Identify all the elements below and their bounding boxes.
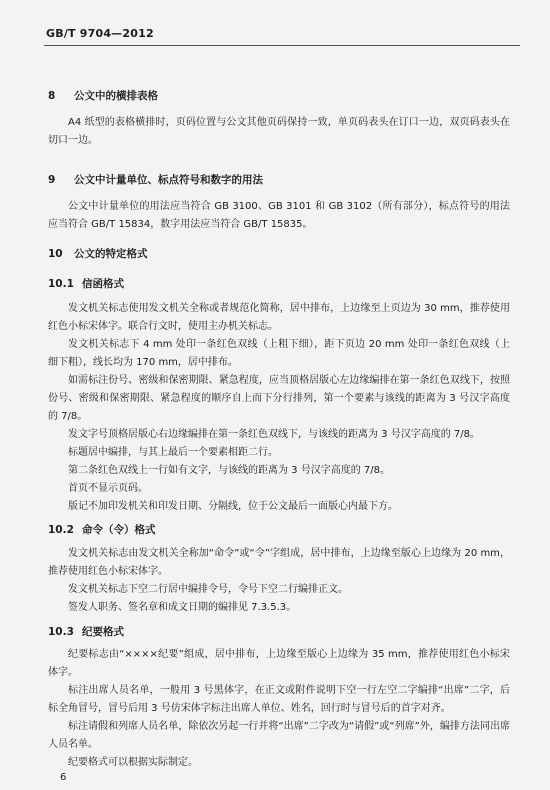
section-8-heading	[48, 88, 158, 103]
section-10-3-paragraph-1: 纪要标志由“××××纪要”组成，居中排布，上边缘至版心上边缘为 35 mm，推荐使用红色小标宋体字。	[48, 649, 510, 678]
section-10-1-paragraph-6: 第二条红色双线上一行如有文字，与该线的距离为 3 号汉字高度的 7/8。	[68, 465, 390, 476]
section-8-paragraph: A4 纸型的表格横排时，页码位置与公文其他页码保持一致，单页码表头在订口一边，双页码表头在切口一边。	[48, 117, 510, 146]
section-10-1-paragraph-2: 发文机关标志下 4 mm 处印一条红色双线（上粗下细），距下页边 20 mm 处印一条红色双线（上细下粗），线长均为 170 mm，居中排布。	[48, 339, 510, 368]
standard-code-header: GB/T 9704—2012	[46, 27, 154, 40]
section-10-3-heading	[48, 624, 124, 639]
section-title: 公文中的横排表格	[74, 90, 158, 102]
section-number: 10.2	[48, 524, 74, 536]
section-number: 10	[48, 248, 63, 260]
section-10-1-paragraph-8: 版记不加印发机关和印发日期、分隔线，位于公文最后一面版心内最下方。	[68, 501, 398, 512]
section-title: 信函格式	[82, 278, 124, 290]
header-rule	[44, 45, 520, 46]
section-10-3-paragraph-4: 纪要格式可以根据实际制定。	[68, 757, 198, 768]
section-10-1-paragraph-1: 发文机关标志使用发文机关全称或者规范化简称，居中排布，上边缘至上页边为 30 mm，推荐使用红色小标宋体字。联合行文时，使用主办机关标志。	[48, 303, 510, 332]
section-10-heading	[48, 246, 148, 261]
section-10-1-paragraph-4: 发文字号顶格居版心右边缘编排在第一条红色双线下，与该线的距离为 3 号汉字高度的 7/8。	[68, 429, 480, 440]
section-title: 命令（令）格式	[82, 524, 156, 536]
section-10-3-paragraph-2: 标注出席人员名单，一般用 3 号黑体字，在正文或附件说明下空一行左空二字编排“出席”二字，后标全角冒号，冒号后用 3 号仿宋体字标注出席人单位、姓名，回行时与冒号后的首字对齐。	[48, 685, 510, 714]
section-number: 10.1	[48, 278, 74, 290]
section-10-2-paragraph-2: 发文机关标志下空二行居中编排令号，令号下空二行编排正文。	[68, 584, 348, 595]
section-title: 公文中计量单位、标点符号和数字的用法	[74, 174, 263, 186]
section-10-1-paragraph-3: 如需标注份号、密级和保密期限、紧急程度，应当顶格居版心左边缘编排在第一条红色双线下，按照份号、密级和保密期限、紧急程度的顺序自上而下分行排列，第一个要素与该线的距离为 3 号汉字高度的 7/8。	[48, 375, 510, 422]
section-number: 10.3	[48, 626, 74, 638]
section-10-2-heading	[48, 522, 156, 537]
section-10-2-paragraph-1: 发文机关标志由发文机关全称加“命令”或“令”字组成，居中排布，上边缘至版心上边缘为 20 mm，推荐使用红色小标宋体字。	[48, 548, 510, 577]
section-title: 公文的特定格式	[74, 248, 148, 260]
page-number: 6	[60, 772, 67, 783]
section-10-3-paragraph-3: 标注请假和列席人员名单，除依次另起一行并将“出席”二字改为“请假”或“列席”外，编排方法同出席人员名单。	[48, 721, 510, 750]
section-10-1-heading	[48, 276, 124, 291]
section-9-paragraph: 公文中计量单位的用法应当符合 GB 3100、GB 3101 和 GB 3102（所有部分），标点符号的用法应当符合 GB/T 15834，数字用法应当符合 GB/T 15835。	[48, 201, 510, 230]
section-number: 8	[48, 90, 56, 102]
section-9-heading	[48, 172, 263, 187]
section-title: 纪要格式	[82, 626, 124, 638]
section-10-1-paragraph-7: 首页不显示页码。	[68, 483, 148, 494]
section-10-2-paragraph-3: 签发人职务、签名章和成文日期的编排见 7.3.5.3。	[68, 602, 297, 613]
section-10-1-paragraph-5: 标题居中编排，与其上最后一个要素相距二行。	[68, 447, 278, 458]
section-number: 9	[48, 174, 56, 186]
